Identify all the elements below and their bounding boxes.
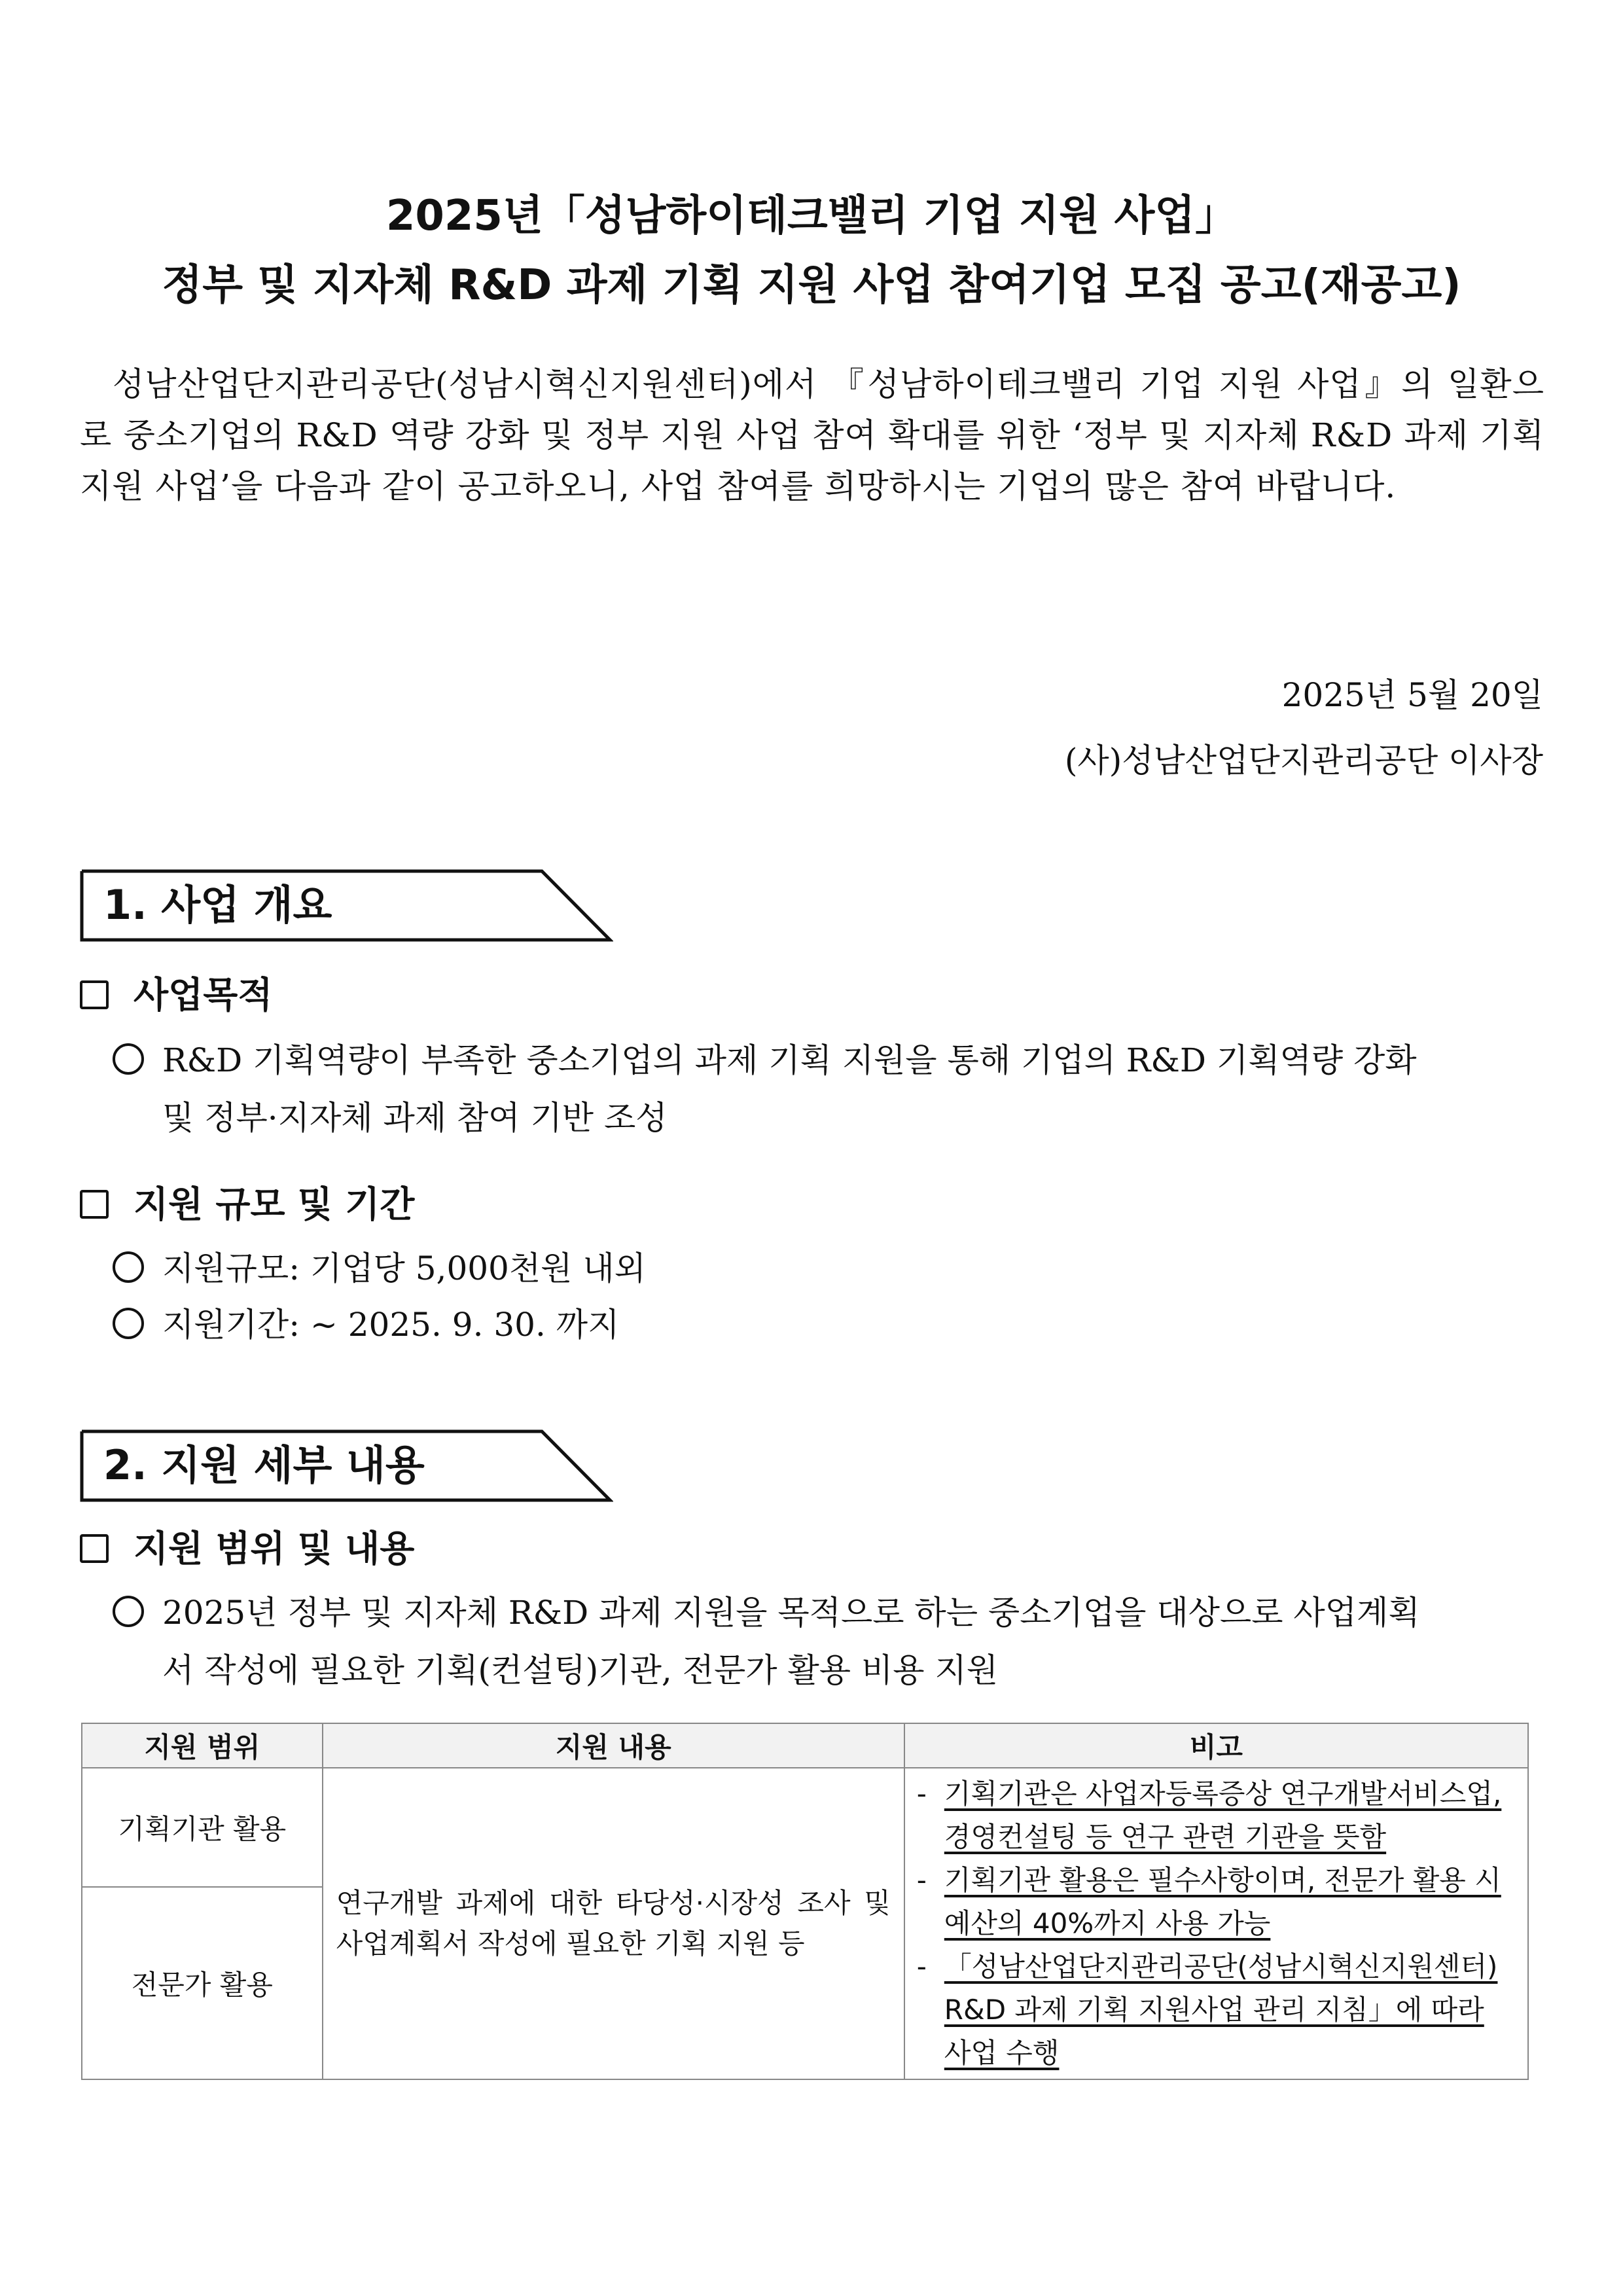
period-item	[113, 1299, 1546, 1351]
doc-title-line2: 정부 및 지자체 R&D 과제 기획 지원 사업 참여기업 모집 공고(재공고)	[162, 261, 1461, 310]
circle-bullet-icon	[113, 1043, 144, 1075]
support-table	[81, 1723, 1529, 2080]
section2-heading	[80, 1429, 613, 1503]
scope-subheading-label: 지원 범위 및 내용	[134, 1527, 415, 1570]
purpose-item-text: R&D 기획역량이 부족한 중소기업의 과제 기획 지원을 통해 기업의 R&D 기획역량 강화	[162, 1041, 1417, 1079]
scope-cell-agency: 기획기관 활용	[82, 1768, 323, 1887]
note-text: 「성남산업단지관리공단(성남시혁신지원센터) R&D 과제 기획 지원사업 관리 지침」에 따라 사업 수행	[944, 1950, 1498, 2069]
circle-bullet-icon	[113, 1596, 144, 1627]
checkbox-icon	[80, 1534, 109, 1563]
circle-bullet-icon	[113, 1251, 144, 1283]
table-row	[82, 1768, 1528, 1887]
purpose-item-continued: 및 정부·지자체 과제 참여 기반 조성	[162, 1099, 668, 1137]
scale-item	[113, 1242, 1546, 1295]
scope-cell-expert: 전문가 활용	[82, 1887, 323, 2079]
doc-title-line1: 2025년「성남하이테크밸리 기업 지원 사업」	[385, 192, 1238, 240]
scope-item-text: 2025년 정부 및 지자체 R&D 과제 지원을 목적으로 하는 중소기업을 대상으로 사업계획	[162, 1594, 1420, 1632]
scale-subheading	[80, 1178, 414, 1230]
checkbox-icon	[80, 980, 109, 1009]
scope-item	[113, 1587, 1546, 1639]
content-cell: 연구개발 과제에 대한 타당성·시장성 조사 및 사업계획서 작성에 필요한 기획 지원 등	[323, 1768, 904, 2079]
issuer-name: (사)성남산업단지관리공단 이사장	[1064, 742, 1543, 780]
scope-subheading	[80, 1522, 414, 1575]
announcement-date: 2025년 5월 20일	[1281, 676, 1543, 714]
purpose-subheading	[80, 969, 273, 1021]
section2-heading-label: 2. 지원 세부 내용	[103, 1441, 425, 1489]
purpose-subheading-label: 사업목적	[134, 973, 273, 1016]
note-item: - 「성남산업단지관리공단(성남시혁신지원센터) R&D 과제 기획 지원사업 관리 지침」에 따라 사업 수행	[917, 1945, 1516, 2075]
section1-heading	[80, 869, 613, 942]
table-header-content: 지원 내용	[323, 1723, 904, 1768]
checkbox-icon	[80, 1190, 109, 1219]
scope-item-continued: 서 작성에 필요한 기획(컨설팅)기관, 전문가 활용 비용 지원	[162, 1651, 999, 1689]
note-text: 기획기관은 사업자등록증상 연구개발서비스업, 경영컨설팅 등 연구 관련 기관을 뜻함	[944, 1778, 1502, 1853]
scale-item-text: 지원규모: 기업당 5,000천원 내외	[162, 1249, 646, 1287]
note-text: 기획기관 활용은 필수사항이며, 전문가 활용 시 예산의 40%까지 사용 가능	[944, 1864, 1501, 1939]
note-item: - 기획기관 활용은 필수사항이며, 전문가 활용 시 예산의 40%까지 사용 가능	[917, 1859, 1516, 1945]
table-header-note: 비고	[904, 1723, 1528, 1768]
note-cell	[904, 1768, 1528, 2079]
table-header-row	[82, 1723, 1528, 1768]
section1-heading-label: 1. 사업 개요	[103, 881, 332, 929]
intro-paragraph: 성남산업단지관리공단(성남시혁신지원센터)에서 『성남하이테크밸리 기업 지원 사업』의 일환으로 중소기업의 R&D 역량 강화 및 정부 지원 사업 참여 확대를 위한 ‘정부 및 지자체 R&D 과제 기획 지원 사업’을 다음과 같이 공고하오니, 사업 참여를 희망하시는 기업의 많은 참여 바랍니다.	[80, 365, 1544, 505]
table-header-scope: 지원 범위	[82, 1723, 323, 1768]
circle-bullet-icon	[113, 1308, 144, 1339]
scale-subheading-label: 지원 규모 및 기간	[134, 1183, 415, 1225]
period-item-text: 지원기간: ~ 2025. 9. 30. 까지	[162, 1306, 620, 1344]
purpose-item	[113, 1034, 1546, 1086]
note-item: - 기획기관은 사업자등록증상 연구개발서비스업, 경영컨설팅 등 연구 관련 기관을 뜻함	[917, 1772, 1516, 1859]
